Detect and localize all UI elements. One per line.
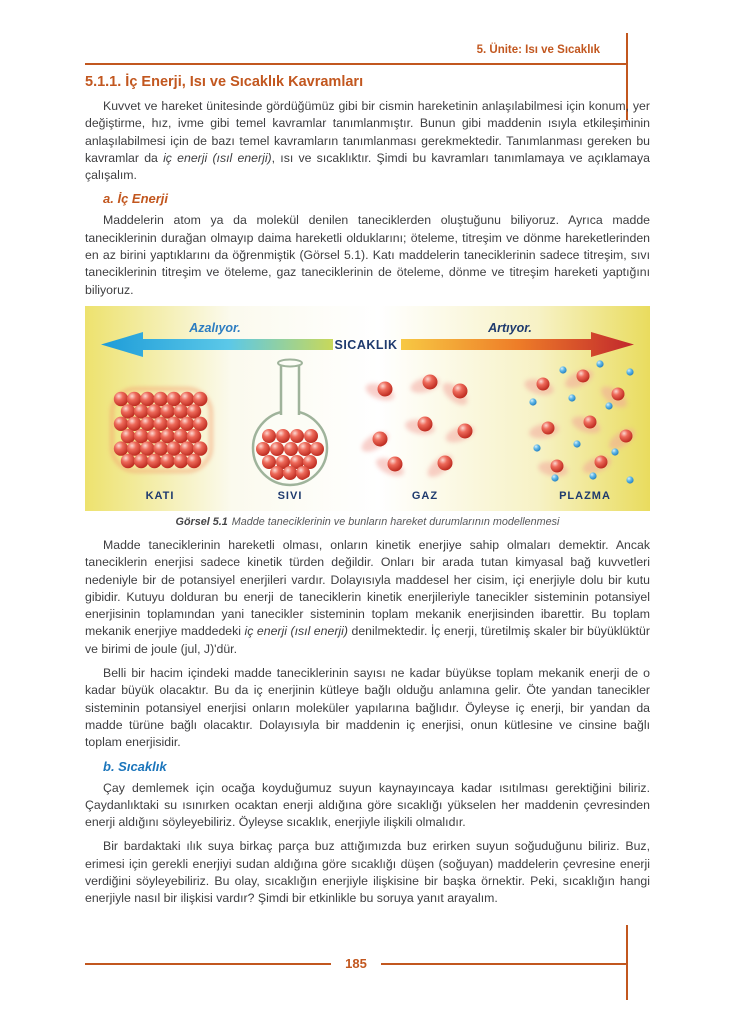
figure-5-1-illustration (85, 306, 650, 511)
particle-red-sphere (310, 442, 324, 456)
particle-red-sphere (153, 417, 167, 431)
particle-red-sphere (270, 442, 284, 456)
intro-text-1: Kuvvet ve hareket ünitesinde gördüğümüz gibi bir cismin hareketinin anlaşılabilmesi için konum, yer değiştirme, hız, ivme gibi temel kavramlar tanımlanmıştır. Bunun gibi maddenin ısıyla etkileşiminin anlaşılabilmesi için de bazı temel kavramların tanımlanması gerekmektedir. Tanımlanması gereken bu kavramlar da (85, 99, 650, 165)
particle-red-sphere (187, 454, 201, 468)
intro-term-italic: iç enerji (ısıl enerji) (163, 150, 272, 165)
particle-red-sphere (438, 455, 453, 470)
particle-red-sphere (418, 416, 433, 431)
particle-red-sphere (167, 441, 181, 455)
label-sicaklik: SICAKLIK (334, 337, 398, 352)
particle-red-sphere (262, 429, 276, 443)
particle-blue-sphere (611, 448, 618, 455)
particle-red-sphere (577, 369, 590, 382)
particle-red-sphere (187, 429, 201, 443)
particle-red-sphere (127, 441, 141, 455)
paragraph-a3: Belli bir hacim içindeki madde taneciklerinin sayısı ne kadar büyükse toplam mekanik enerji de o kadar büyük olacaktır. Bu da iç enerjinin kütleye bağlı olduğu anlamına gelir. Öte yandan tanecikler sisteminin potansiyel enerjisi onların moleküler yapılarına bağlıdır. Öyleyse iç enerji, bir yandan da madde türüne bağlı olacaktır. Dolayısıyla bir maddenin iç enerjisi, onun kütlesine ve cinsine bağlı toplam enerjisidir. (85, 666, 650, 750)
particle-red-sphere (423, 374, 438, 389)
particle-red-sphere (256, 442, 270, 456)
particle-red-sphere (458, 423, 473, 438)
header-rule (85, 63, 627, 65)
subheading-sicaklik: b. Sıcaklık (103, 758, 167, 774)
particle-red-sphere (134, 404, 148, 418)
state-label-kati: KATI (145, 489, 175, 502)
particle-red-sphere (147, 429, 161, 443)
particle-red-sphere (537, 377, 550, 390)
particle-red-sphere (298, 442, 312, 456)
figure-caption (85, 516, 650, 528)
particle-blue-sphere (529, 398, 536, 405)
paragraph-a2-text-1: Madde taneciklerinin hareketli olması, onların kinetik enerjiye sahip olmaları demektir. Ancak taneciklerin enerjisi sadece kinetik türden değildir. Onları bir arada tutan kimyasal bağ kuvvetleri nedeniyle bir de potansiyel enerjileri vardır. Dolayısıyla maddesel her cisim, içi enerjiyle dolu bir kutu gibidir. Kutuyu dolduran bu enerji de taneciklerin kinetik enerjileriyle tanecikler sisteminin potansiyel enerjisinin toplamından yani tanecikler sisteminin toplam mekanik enerjisinden ibarettir. Bu toplam mekanik enerjiye maddedeki (85, 537, 650, 639)
intro-text-2: , ısı ve sıcaklıktır. Şimdi bu kavramları tanımlamaya ve açıklamaya çalışalım. (85, 150, 650, 183)
flask-mouth (278, 359, 302, 366)
label-artiyor: Artıyor. (488, 320, 532, 335)
particle-red-sphere (283, 466, 297, 480)
particle-red-sphere (140, 392, 154, 406)
particle-blue-sphere (626, 368, 633, 375)
particle-red-sphere (147, 404, 161, 418)
page-footer (85, 956, 627, 971)
particle-red-sphere (114, 417, 128, 431)
particle-blue-sphere (573, 440, 580, 447)
particle-red-sphere (174, 454, 188, 468)
particle-red-sphere (153, 392, 167, 406)
particle-blue-sphere (626, 476, 633, 483)
particle-blue-sphere (568, 394, 575, 401)
particle-blue-sphere (605, 402, 612, 409)
particle-red-sphere (160, 454, 174, 468)
particle-red-sphere (174, 429, 188, 443)
page-content (85, 74, 650, 908)
state-label-plazma: PLAZMA (559, 489, 611, 502)
particle-red-sphere (378, 381, 393, 396)
particle-red-sphere (620, 429, 633, 442)
particle-red-sphere (147, 454, 161, 468)
particle-red-sphere (140, 441, 154, 455)
particle-red-sphere (193, 392, 207, 406)
particle-red-sphere (584, 415, 597, 428)
particle-red-sphere (121, 429, 135, 443)
particle-red-sphere (140, 417, 154, 431)
particle-red-sphere (167, 417, 181, 431)
particle-red-sphere (193, 417, 207, 431)
state-label-sivi: SIVI (277, 489, 303, 502)
footer-rule-left (85, 963, 331, 965)
particle-red-sphere (612, 387, 625, 400)
particle-red-sphere (121, 404, 135, 418)
particle-red-sphere (153, 441, 167, 455)
particle-red-sphere (180, 441, 194, 455)
paragraph-a2-text-2: denilmektedir. İç enerji, türetilmiş skaler bir büyüklüktür ve birimi de joule (jul, J)'dür. (85, 624, 650, 656)
footer-corner-rule (626, 925, 628, 1000)
figure-5-1 (85, 306, 650, 528)
particle-red-sphere (193, 441, 207, 455)
particle-blue-sphere (533, 444, 540, 451)
section-title: 5.1.1. İç Enerji, Isı ve Sıcaklık Kavramları (85, 74, 364, 90)
particle-red-sphere (304, 429, 318, 443)
particle-red-sphere (180, 392, 194, 406)
particle-red-sphere (134, 429, 148, 443)
particle-blue-sphere (589, 472, 596, 479)
particle-blue-sphere (551, 474, 558, 481)
figure-caption-text: Madde taneciklerinin ve bunların hareket durumlarının modellenmesi (231, 515, 560, 528)
particle-red-sphere (276, 429, 290, 443)
particle-red-sphere (373, 431, 388, 446)
particle-red-sphere (121, 454, 135, 468)
paragraph-b1: Çay demlemek için ocağa koyduğumuz suyun kaynayıncaya kadar ısıtılması gerektiğini biliriz. Çaydanlıktaki su ısınırken ocaktan enerji aldığına göre sıcaklığı yükselen her maddenin çevresinden enerji aldığını söyleyebiliriz. Öyleyse sıcaklık, enerjiyle ilişkili olmalıdır. (85, 780, 650, 830)
figure-caption-label: Görsel 5.1 (175, 515, 228, 528)
state-label-gaz: GAZ (411, 489, 439, 502)
particle-red-sphere (134, 454, 148, 468)
particle-red-sphere (160, 429, 174, 443)
paragraph-a2-term-italic: iç enerji (ısıl enerji) (244, 624, 348, 639)
subheading-ic-enerji: a. İç Enerji (103, 191, 169, 207)
paragraph-b2: Bir bardaktaki ılık suya birkaç parça buz attığımızda buz erirken suyun soğuduğunu biliriz. Buz, erimesi için gerekli enerjiyi sudan aldığına göre sıcaklığı düşen (soğuyan) maddelerin çevresine enerji verdiğini söyleyebiliriz. Bu olay, sıcaklığın enerjiyle ilişkisine bir başka örnektir. Peki, sıcaklığın hangi enerjiyle nasıl bir ilişkisi vardır? Şimdi bir etkinlikle bu soruya yanıt arayalım. (85, 839, 650, 906)
particle-red-sphere (174, 404, 188, 418)
particle-red-sphere (187, 404, 201, 418)
footer-rule-right (381, 963, 627, 965)
unit-header: 5. Ünite: Isı ve Sıcaklık (476, 44, 600, 56)
particle-red-sphere (595, 455, 608, 468)
particle-red-sphere (284, 442, 298, 456)
particle-red-sphere (114, 441, 128, 455)
particle-red-sphere (388, 456, 403, 471)
particle-red-sphere (127, 392, 141, 406)
page-number: 185 (345, 956, 367, 971)
particle-red-sphere (160, 404, 174, 418)
particle-red-sphere (114, 392, 128, 406)
label-azaliyor: Azalıyor. (189, 320, 241, 335)
particle-red-sphere (542, 421, 555, 434)
flask-neck-fill (281, 364, 299, 416)
particle-red-sphere (167, 392, 181, 406)
particle-blue-sphere (559, 366, 566, 373)
particle-red-sphere (290, 429, 304, 443)
particle-red-sphere (127, 417, 141, 431)
paragraph-a2 (85, 537, 650, 658)
particle-red-sphere (453, 383, 468, 398)
particle-red-sphere (180, 417, 194, 431)
intro-paragraph (85, 98, 650, 184)
particle-red-sphere (551, 459, 564, 472)
paragraph-a1: Maddelerin atom ya da molekül denilen taneciklerden oluştuğunu biliyoruz. Ayrıca madde taneciklerinin durağan olmayıp daima hareketli olduklarını; öteleme, titreşim ve dönme hareketlerinden en az birini yaptıklarını da öğrenmiştik (Görsel 5.1). Katı maddelerin taneciklerinin sadece titreşim, sıvı taneciklerinin titreşim ve öteleme, gaz taneciklerinin de öteleme, dönme ve titreşim hareketi yaptığını biliyoruz. (85, 213, 650, 297)
particle-blue-sphere (596, 360, 603, 367)
